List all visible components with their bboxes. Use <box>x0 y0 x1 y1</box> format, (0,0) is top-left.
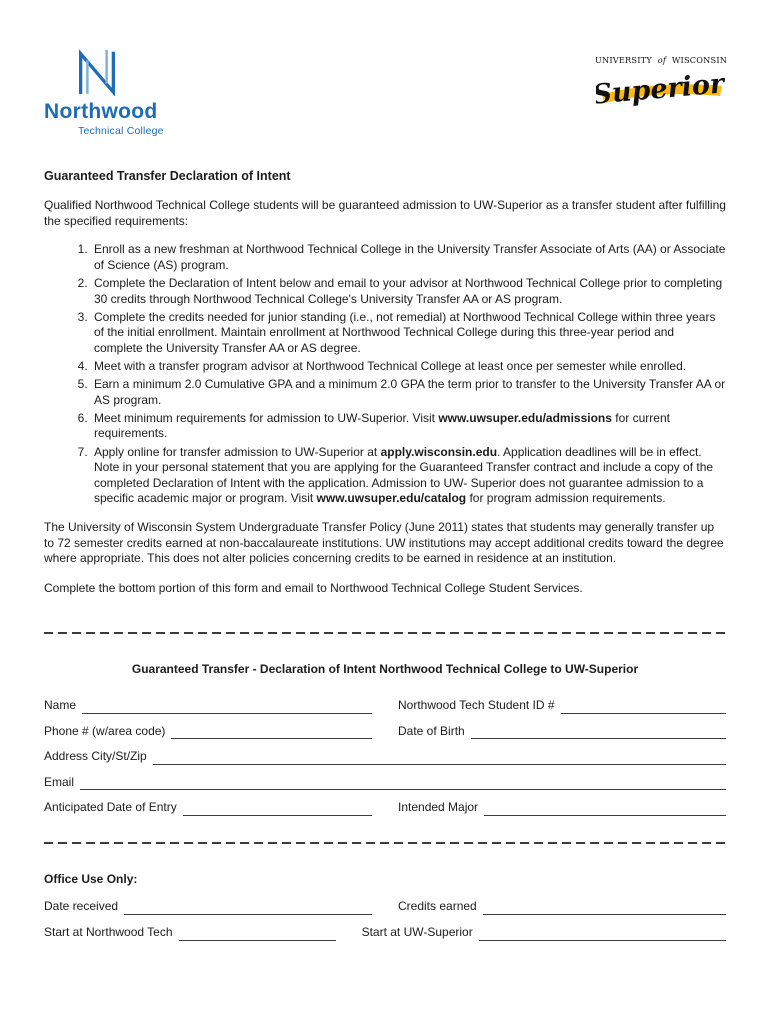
requirement-text: Earn a minimum 2.0 Cumulative GPA and a minimum 2.0 GPA the term prior to transfer to the University Transfer AA or AS program. <box>94 377 726 407</box>
northwood-wordmark: Northwood <box>44 100 158 123</box>
intended-major-input-line[interactable] <box>484 801 726 816</box>
requirement-url-text: apply.wisconsin.edu <box>380 444 498 459</box>
requirement-text: for current requirements. <box>94 410 670 441</box>
name-input-line[interactable] <box>82 699 372 714</box>
northwood-wordmark-sub: Technical College <box>78 125 164 138</box>
start-at-northwood-tech-field <box>44 925 336 941</box>
start-at-northwood-tech-label: Start at Northwood Tech <box>44 925 173 940</box>
office-use-form <box>44 899 726 940</box>
intended-major-label: Intended Major <box>398 800 479 815</box>
requirements-list <box>44 242 726 507</box>
northwood-logo <box>44 46 164 139</box>
requirement-item <box>91 310 726 357</box>
requirement-url-text: www.uwsuper.edu/catalog <box>316 491 467 506</box>
requirement-text: Enroll as a new freshman at Northwood Technical College in the University Transfer Associate of Arts (AA) or Associate of Science (AS) program. <box>94 242 726 273</box>
requirement-item <box>91 242 726 273</box>
form-row <box>44 775 726 791</box>
requirement-text: for program admission requirements. <box>466 491 666 506</box>
document-title: Guaranteed Transfer Declaration of Intent <box>44 169 291 183</box>
uw-superior-logo <box>596 52 726 115</box>
dashed-separator-bottom <box>44 842 726 844</box>
requirement-item <box>91 377 726 408</box>
phone-input-line[interactable] <box>171 724 372 739</box>
email-field <box>44 775 726 791</box>
requirement-item <box>91 411 726 442</box>
form-row <box>44 698 726 714</box>
address-input-line[interactable] <box>153 750 726 765</box>
student-id-input-line[interactable] <box>561 699 726 714</box>
start-at-uw-superior-label: Start at UW-Superior <box>361 925 473 940</box>
uw-wordmark-wisconsin: WISCONSIN <box>671 55 726 65</box>
anticipated-date-of-entry-field <box>44 800 372 816</box>
intended-major-field <box>398 800 726 816</box>
anticipated-date-of-entry-input-line[interactable] <box>183 801 372 816</box>
form-row <box>44 749 726 765</box>
name-label: Name <box>44 697 77 712</box>
date-received-label: Date received <box>44 899 119 914</box>
form-row <box>44 925 726 941</box>
form-row <box>44 899 726 915</box>
requirement-text: Meet with a transfer program advisor at Northwood Technical College at least once per semester while enrolled. <box>94 359 687 374</box>
instruction-paragraph: Complete the bottom portion of this form and email to Northwood Technical College Student Services. <box>44 580 583 595</box>
phone-field <box>44 724 372 740</box>
requirement-text: Meet minimum requirements for admission to UW-Superior. Visit <box>94 410 439 425</box>
requirement-text: . Application deadlines will be in effect. Note in your personal statement that you are applying for the Guaranteed Transfer contract and include a copy of the completed Declaration of Intent with the application. Admission to UW- Superior does not guarantee admission to a specific academic major or program. Visit <box>94 444 714 506</box>
email-input-line[interactable] <box>80 775 726 790</box>
form-row <box>44 724 726 740</box>
address-label: Address City/St/Zip <box>44 749 147 764</box>
declaration-form <box>44 698 726 816</box>
svg-text:UNIVERSITY of <box>596 55 726 65</box>
name-field <box>44 698 372 714</box>
date-received-field <box>44 899 372 915</box>
student-id-label: Northwood Tech Student ID # <box>398 697 555 712</box>
requirement-text: Complete the Declaration of Intent below and email to your advisor at Northwood Technical College prior to completing 30 credits through Northwood Technical College's University Transfer AA or AS program. <box>94 276 723 306</box>
credits-earned-label: Credits earned <box>398 899 477 914</box>
form-title: Guaranteed Transfer - Declaration of Intent Northwood Technical College to UW-Superior <box>131 662 639 677</box>
uw-wordmark-university: UNIVERSITY <box>596 55 652 65</box>
form-row <box>44 800 726 816</box>
start-at-uw-superior-field <box>362 925 726 941</box>
requirement-url-text: www.uwsuper.edu/admissions <box>438 410 612 425</box>
date-received-input-line[interactable] <box>124 900 372 915</box>
start-at-northwood-tech-input-line[interactable] <box>179 926 336 941</box>
phone-label: Phone # (w/area code) <box>44 723 166 738</box>
office-use-only-heading: Office Use Only: <box>44 871 138 886</box>
requirement-item <box>91 445 726 507</box>
requirement-item <box>91 276 726 307</box>
date-of-birth-field <box>398 724 726 740</box>
anticipated-date-of-entry-label: Anticipated Date of Entry <box>44 800 177 815</box>
page-header <box>44 46 726 144</box>
uw-superior-logo-icon <box>596 52 726 110</box>
requirement-item <box>91 359 726 375</box>
credits-earned-input-line[interactable] <box>483 900 726 915</box>
requirement-text: Apply online for transfer admission to UW-Superior at <box>94 444 381 459</box>
policy-paragraph: The University of Wisconsin System Undergraduate Transfer Policy (June 2011) states that students may generally transfer up to 72 semester credits earned at non-baccalaureate institutions. UW institutions may accept additional credits toward the degree where appropriate. This does not alter policies concerning credits to be earned in residence at an institution. <box>44 519 724 566</box>
dashed-separator-top <box>44 632 726 634</box>
uw-superior-script: Superior <box>596 68 726 110</box>
address-field <box>44 749 726 765</box>
credits-earned-field <box>398 899 726 915</box>
requirement-text: Complete the credits needed for junior standing (i.e., not remedial) at Northwood Technical College within three years of the initial enrollment. Maintain enrollment at Northwood Technical College during this three-year period and complete the University Transfer AA or AS degree. <box>94 309 716 355</box>
intro-paragraph: Qualified Northwood Technical College students will be guaranteed admission to UW-Superior as a transfer student after fulfilling the specified requirements: <box>44 198 726 228</box>
northwood-n-icon <box>70 46 124 96</box>
student-id-field <box>398 698 726 714</box>
uw-wordmark-of: of <box>657 55 667 65</box>
start-at-uw-superior-input-line[interactable] <box>479 926 726 941</box>
date-of-birth-label: Date of Birth <box>398 723 465 738</box>
email-label: Email <box>44 774 75 789</box>
date-of-birth-input-line[interactable] <box>471 724 726 739</box>
